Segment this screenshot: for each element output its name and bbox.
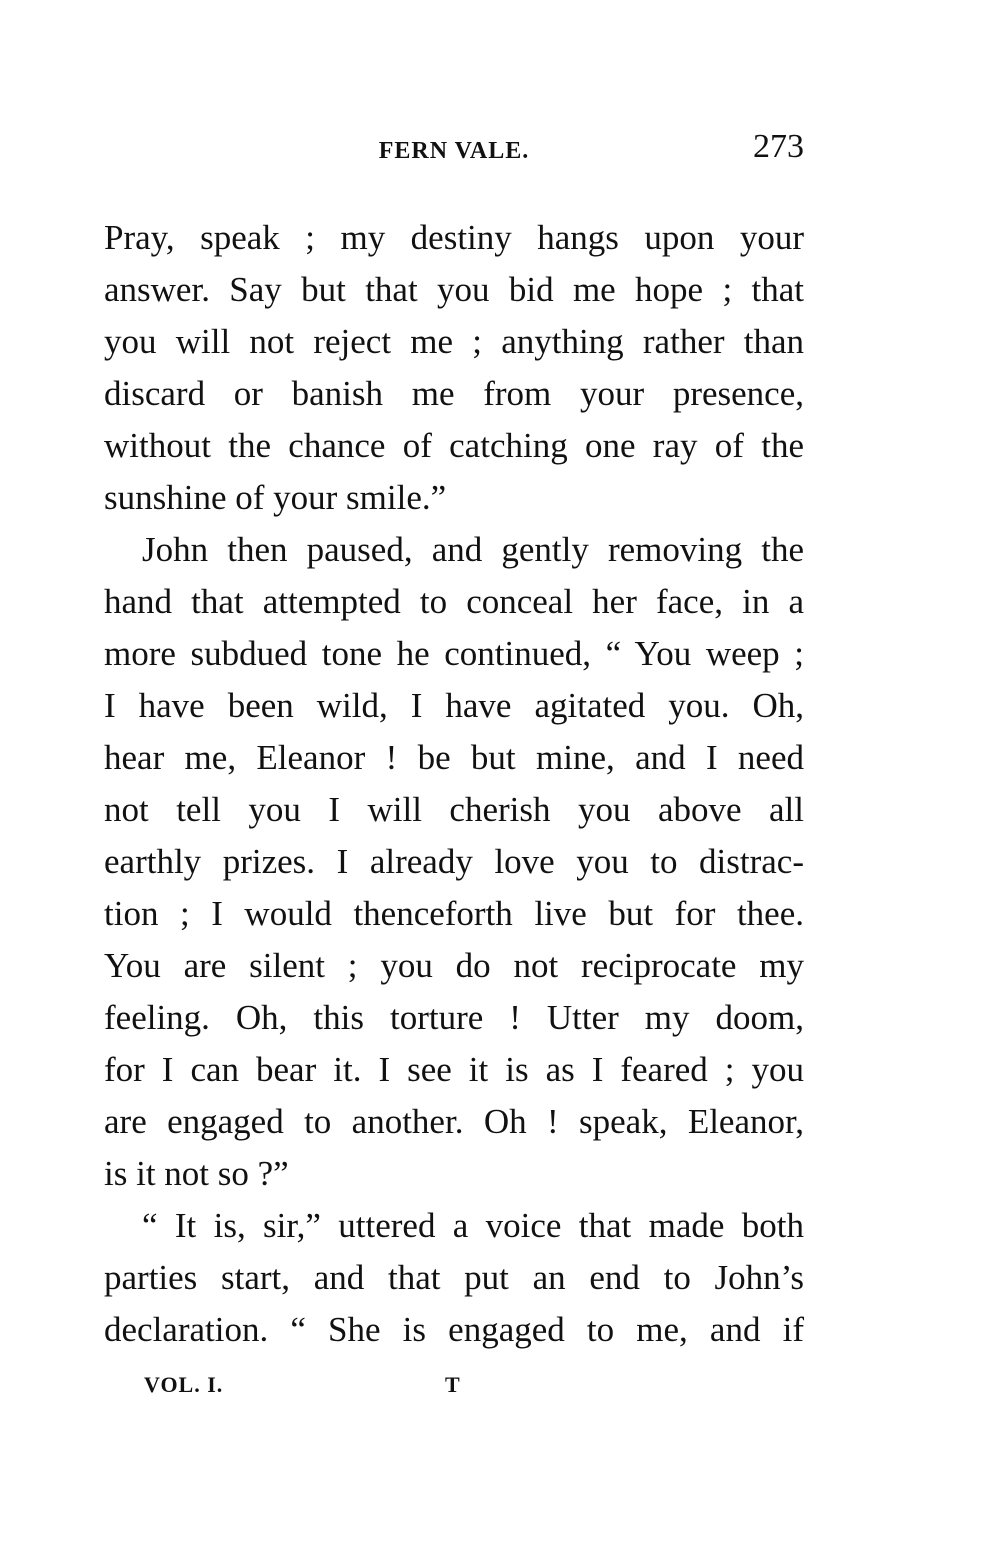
text-line: hear me, Eleanor ! be but mine, and I need <box>104 738 804 777</box>
text-line: feeling. Oh, this torture ! Utter my doom, <box>104 998 804 1037</box>
text-line: is it not so ?” <box>104 1154 289 1193</box>
text-line: answer. Say but that you bid me hope ; that <box>104 270 804 309</box>
running-head <box>104 128 804 168</box>
text-line: without the chance of catching one ray of the <box>104 426 804 465</box>
text-line: parties start, and that put an end to John’s <box>104 1258 804 1297</box>
text-line: tion ; I would thenceforth live but for thee. <box>104 894 804 933</box>
signature-mark: T <box>445 1372 461 1397</box>
page-number: 273 <box>753 128 804 165</box>
text-line: are engaged to another. Oh ! speak, Eleanor, <box>104 1102 804 1141</box>
text-line: not tell you I will cherish you above all <box>104 790 804 829</box>
text-line: “ It is, sir,” uttered a voice that made both <box>142 1206 804 1245</box>
text-line: Pray, speak ; my destiny hangs upon your <box>104 218 804 257</box>
page-footer <box>144 1372 544 1402</box>
text-line: John then paused, and gently removing the <box>142 530 804 569</box>
paragraph-1 <box>104 212 804 524</box>
text-line: declaration. “ She is engaged to me, and if <box>104 1310 804 1349</box>
paragraph-3 <box>104 1200 804 1356</box>
text-line: more subdued tone he continued, “ You weep ; <box>104 634 804 673</box>
text-line: discard or banish me from your presence, <box>104 374 804 413</box>
text-line: earthly prizes. I already love you to distrac- <box>104 842 804 881</box>
text-line: sunshine of your smile.” <box>104 478 447 517</box>
text-line: you will not reject me ; anything rather than <box>104 322 804 361</box>
body-text <box>104 212 804 1356</box>
text-line: I have been wild, I have agitated you. Oh, <box>104 686 804 725</box>
paragraph-2 <box>104 524 804 1200</box>
text-line: hand that attempted to conceal her face, in a <box>104 582 804 621</box>
text-line: You are silent ; you do not reciprocate my <box>104 946 804 985</box>
running-title: FERN VALE. <box>378 138 530 164</box>
text-line: for I can bear it. I see it is as I feared ; you <box>104 1050 804 1089</box>
volume-mark: VOL. I. <box>144 1372 224 1397</box>
